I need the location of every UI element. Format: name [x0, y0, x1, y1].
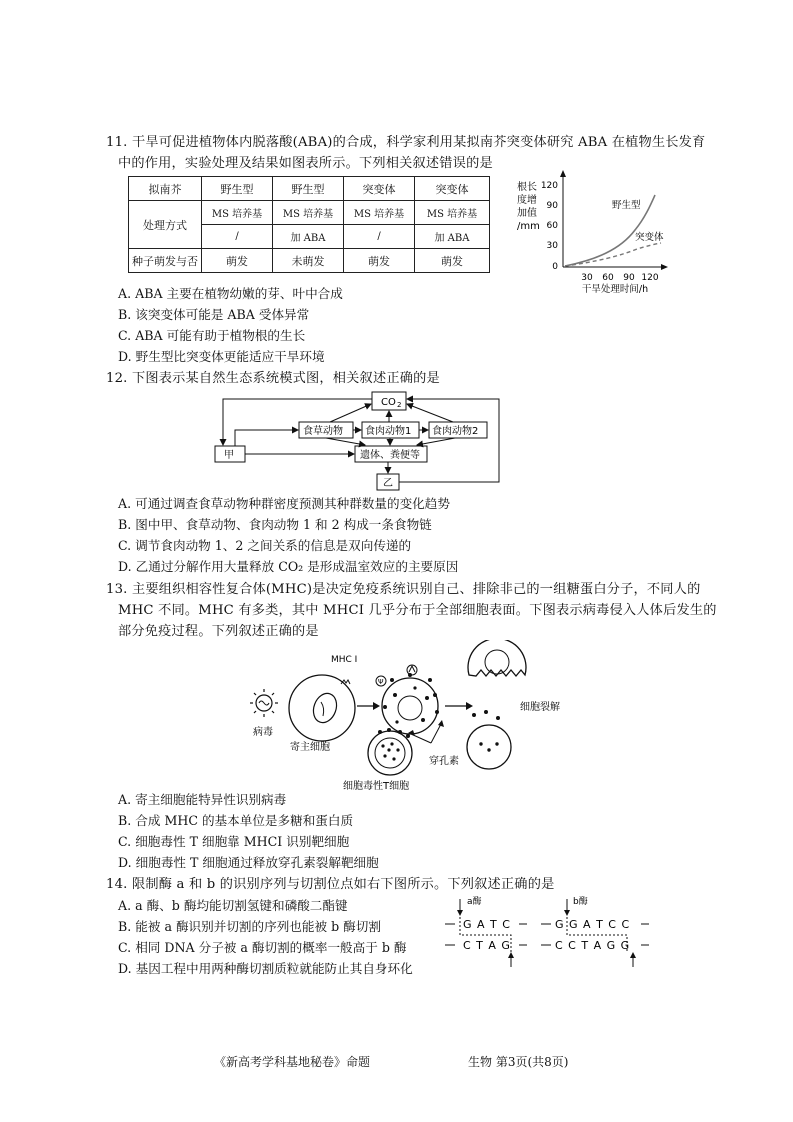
- table-cell: 萌发: [415, 249, 490, 273]
- virus-icon: [250, 689, 278, 717]
- ytick-label: 120: [540, 181, 558, 191]
- table-cell: 加 ABA: [273, 225, 344, 249]
- table-cell: /: [344, 225, 415, 249]
- ytick-label: 60: [546, 221, 558, 231]
- table-cell: 野生型: [202, 177, 273, 201]
- enzyme-b-top-seq: G G A T C C: [555, 918, 631, 931]
- curve-label-mutant: 突变体: [635, 232, 664, 243]
- co2-subscript: 2: [397, 401, 402, 409]
- ytick-label: 30: [546, 241, 558, 251]
- virus-label: 病毒: [253, 727, 273, 738]
- table-cell: 野生型: [273, 177, 344, 201]
- q13-stem-line2: MHC 不同。MHC 有多类，其中 MHCI 几乎分布于全部细胞表面。下图表示病毒侵入人体后发生的: [118, 603, 717, 618]
- q14-option-b: B. 能被 a 酶识别并切割的序列也能被 b 酶切割: [118, 919, 381, 934]
- yi-label: 乙: [383, 478, 393, 489]
- xtick-label: 120: [641, 273, 659, 283]
- wild-type-curve: [565, 195, 655, 266]
- remains-label: 遗体、粪便等: [360, 450, 420, 461]
- table-row-label: 处理方式: [129, 201, 202, 249]
- q12-option-a: A. 可通过调查食草动物种群密度预测其种群数量的变化趋势: [118, 496, 450, 511]
- q11-option-c: C. ABA 可能有助于植物根的生长: [118, 328, 306, 343]
- enzyme-a-top-seq: G A T C: [463, 918, 511, 931]
- xtick-label: 30: [581, 273, 593, 283]
- co2-label: CO: [381, 397, 396, 408]
- q14-option-c: C. 相同 DNA 分子被 a 酶切割的概率一般高于 b 酶: [118, 940, 407, 955]
- table-cell: 突变体: [344, 177, 415, 201]
- herbivore-label: 食草动物: [303, 426, 343, 437]
- q14-option-a: A. a 酶、b 酶均能切割氢键和磷酸二酯键: [118, 898, 348, 913]
- svg-text:Ψ: Ψ: [378, 678, 384, 686]
- q11-table: [128, 176, 490, 273]
- infected-host-cell: [382, 678, 438, 734]
- table-cell: /: [202, 225, 273, 249]
- q13-option-c: C. 细胞毒性 T 细胞靠 MHCI 识别靶细胞: [118, 834, 350, 849]
- q13-option-b: B. 合成 MHC 的基本单位是多糖和蛋白质: [118, 813, 354, 828]
- table-cell: MS 培养基: [344, 201, 415, 225]
- table-cell: 萌发: [202, 249, 273, 273]
- table-cell: MS 培养基: [273, 201, 344, 225]
- q11-option-d: D. 野生型比突变体更能适应干旱环境: [118, 349, 325, 364]
- q13-immune-diagram: [245, 640, 585, 795]
- ytick-label: 90: [546, 201, 558, 211]
- jia-label: 甲: [224, 450, 234, 461]
- xtick-label: 90: [623, 273, 635, 283]
- ytick-label: 0: [552, 262, 558, 272]
- q13-option-d: D. 细胞毒性 T 细胞通过释放穿孔素裂解靶细胞: [118, 855, 379, 870]
- q11-option-a: A. ABA 主要在植物幼嫩的芽、叶中合成: [118, 286, 343, 301]
- graph-ylabel: 根长: [517, 182, 537, 193]
- q12-stem: 12. 下图表示某自然生态系统模式图，相关叙述正确的是: [106, 371, 440, 386]
- host-cell: [289, 675, 355, 741]
- q12-option-b: B. 图中甲、食草动物、食肉动物 1 和 2 构成一条食物链: [118, 517, 432, 532]
- graph-xlabel: 干旱处理时间/h: [581, 284, 649, 293]
- carnivore1-label: 食肉动物1: [365, 426, 412, 437]
- q13-stem-line3: 部分免疫过程。下列叙述正确的是: [118, 624, 319, 639]
- enzyme-b-label: b酶: [573, 897, 588, 907]
- mhc-receptor-icon: [341, 680, 350, 684]
- q12-ecosystem-diagram: [205, 388, 505, 492]
- q13-stem-line1: 13. 主要组织相容性复合体(MHC)是决定免疫系统识别自己、排除非己的一组糖蛋白分子，不同人的: [106, 582, 701, 597]
- q11-stem-line2: 中的作用，实验处理及结果如图表所示。下列相关叙述错误的是: [118, 156, 493, 171]
- enzyme-a-label: a酶: [467, 897, 482, 907]
- enzyme-a-bottom-seq: C T A G: [463, 939, 511, 952]
- q11-graph: [515, 168, 675, 293]
- q14-stem: 14. 限制酶 a 和 b 的识别序列与切割位点如右下图所示。下列叙述正确的是: [106, 877, 555, 892]
- perforin-label: 穿孔素: [429, 756, 459, 767]
- q12-option-c: C. 调节食肉动物 1、2 之间关系的信息是双向传递的: [118, 538, 412, 553]
- q11-stem-line1: 11. 干旱可促进植物体内脱落酸(ABA)的合成，科学家利用某拟南芥突变体研究 ABA 在植物生长发育: [106, 135, 706, 150]
- footer-page-info: 生物 第3页(共8页): [468, 1055, 569, 1069]
- ctl-label: 细胞毒性T细胞: [343, 781, 410, 792]
- q13-option-a: A. 寄主细胞能特异性识别病毒: [118, 792, 287, 807]
- q14-restriction-sites: [443, 893, 673, 973]
- q12-option-d: D. 乙通过分解作用大量释放 CO₂ 是形成温室效应的主要原因: [118, 559, 459, 574]
- table-cell: MS 培养基: [415, 201, 490, 225]
- table-cell: 未萌发: [273, 249, 344, 273]
- released-cell: [467, 725, 511, 769]
- q11-option-b: B. 该突变体可能是 ABA 受体异常: [118, 307, 310, 322]
- table-cell: 加 ABA: [415, 225, 490, 249]
- mhc-label: MHC I: [331, 655, 358, 665]
- xtick-label: 60: [602, 273, 614, 283]
- lysis-label: 细胞裂解: [520, 702, 560, 713]
- curve-label-wild: 野生型: [612, 200, 641, 211]
- host-cell-label: 寄主细胞: [290, 742, 330, 753]
- lysed-cell: [468, 640, 526, 676]
- table-cell: 萌发: [344, 249, 415, 273]
- table-row-label: 拟南芥: [129, 177, 202, 201]
- graph-ylabel: /mm: [517, 221, 540, 232]
- carnivore2-label: 食肉动物2: [432, 426, 479, 437]
- footer-left: 《新高考学科基地秘卷》命题: [214, 1055, 371, 1069]
- table-cell: MS 培养基: [202, 201, 273, 225]
- q14-option-d: D. 基因工程中用两种酶切割质粒就能防止其自身环化: [118, 961, 413, 976]
- table-cell: 突变体: [415, 177, 490, 201]
- graph-ylabel: 度增: [517, 195, 537, 206]
- enzyme-b-bottom-seq: C C T A G G: [555, 939, 631, 952]
- graph-ylabel: 加值: [517, 208, 537, 219]
- table-row-label: 种子萌发与否: [129, 249, 202, 273]
